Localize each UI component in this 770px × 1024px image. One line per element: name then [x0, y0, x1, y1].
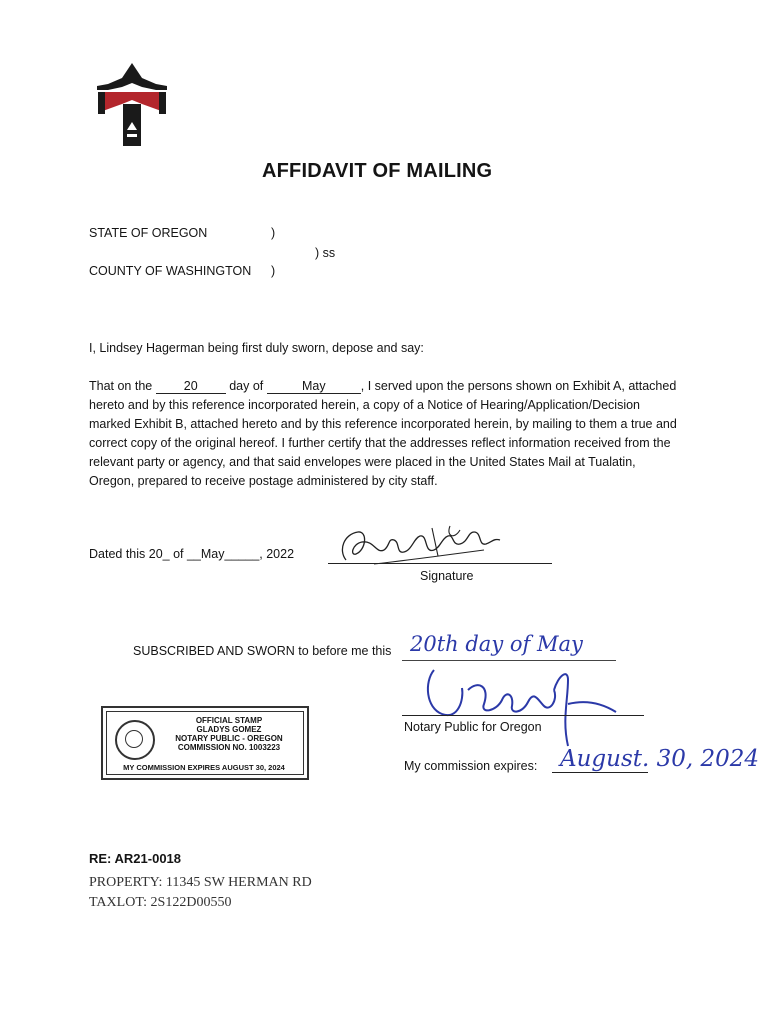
official-notary-stamp [101, 706, 309, 780]
stamp-line: OFFICIAL STAMP [195, 716, 263, 725]
handwritten-commission-expiry: August. 30, 2024 [560, 746, 760, 772]
taxlot-number: TAXLOT: 2S122D00550 [89, 895, 232, 910]
venue-ss: ) ss [315, 246, 336, 260]
venue-county: COUNTY OF WASHINGTON [89, 264, 252, 278]
that-on-the: That on the [89, 379, 153, 393]
dated-suffix: _____, 2022 [224, 547, 295, 561]
handwritten-subscribed-date: 20th day of May [410, 632, 583, 656]
affidavit-body [89, 377, 679, 491]
affiant-signature [334, 520, 504, 572]
property-address: PROPERTY: 11345 SW HERMAN RD [89, 875, 312, 890]
venue-paren: ) [271, 264, 276, 278]
oregon-seal-icon [115, 720, 155, 760]
stamp-line: NOTARY PUBLIC - OREGON [175, 734, 283, 743]
stamp-line: MY COMMISSION EXPIRES AUGUST 30, 2024 [123, 763, 285, 772]
intro-statement: I, Lindsey Hagerman being first duly sworn, depose and say: [89, 341, 424, 355]
subscribed-text: SUBSCRIBED AND SWORN to before me this [133, 644, 392, 658]
served-text: , I served upon the persons shown on Exhibit A, [360, 379, 625, 393]
stamp-line: COMMISSION NO. 1003223 [177, 743, 281, 752]
city-logo [94, 60, 170, 148]
stamp-text [159, 716, 299, 752]
day-blank: 20 [156, 380, 226, 394]
notary-signature-line [402, 715, 644, 716]
notary-signature [418, 660, 628, 750]
body-rest: attached hereto and by this reference incorporated herein, a copy of a Notice of Hearing/Application/Decision marked Exhibit B, attached hereto and by this reference incorporated herein, by mailing to them a true and correct copy of the original hereof. I further certify that the addresses reflect information received from the relevant party or agency, and that said envelopes were placed in the United States Mail at Tualatin, Oregon, prepared to receive postage administered by city staff. [89, 379, 677, 488]
dated-month: May [200, 547, 225, 561]
commission-expires-line [552, 772, 648, 773]
venue-paren: ) [271, 226, 276, 240]
dated-prefix: Dated this 20_ of __ [89, 547, 201, 561]
month-blank: May [267, 380, 361, 394]
document-title: AFFIDAVIT OF MAILING [262, 160, 493, 182]
venue-state: STATE OF OREGON [89, 226, 208, 240]
stamp-line: GLADYS GOMEZ [196, 725, 262, 734]
day-of: day of [229, 379, 264, 393]
commission-expires-label: My commission expires: [404, 759, 538, 773]
signature-label: Signature [420, 569, 474, 583]
reference-number: RE: AR21-0018 [89, 851, 182, 866]
dated-line [89, 547, 294, 561]
notary-public-label: Notary Public for Oregon [404, 720, 542, 734]
